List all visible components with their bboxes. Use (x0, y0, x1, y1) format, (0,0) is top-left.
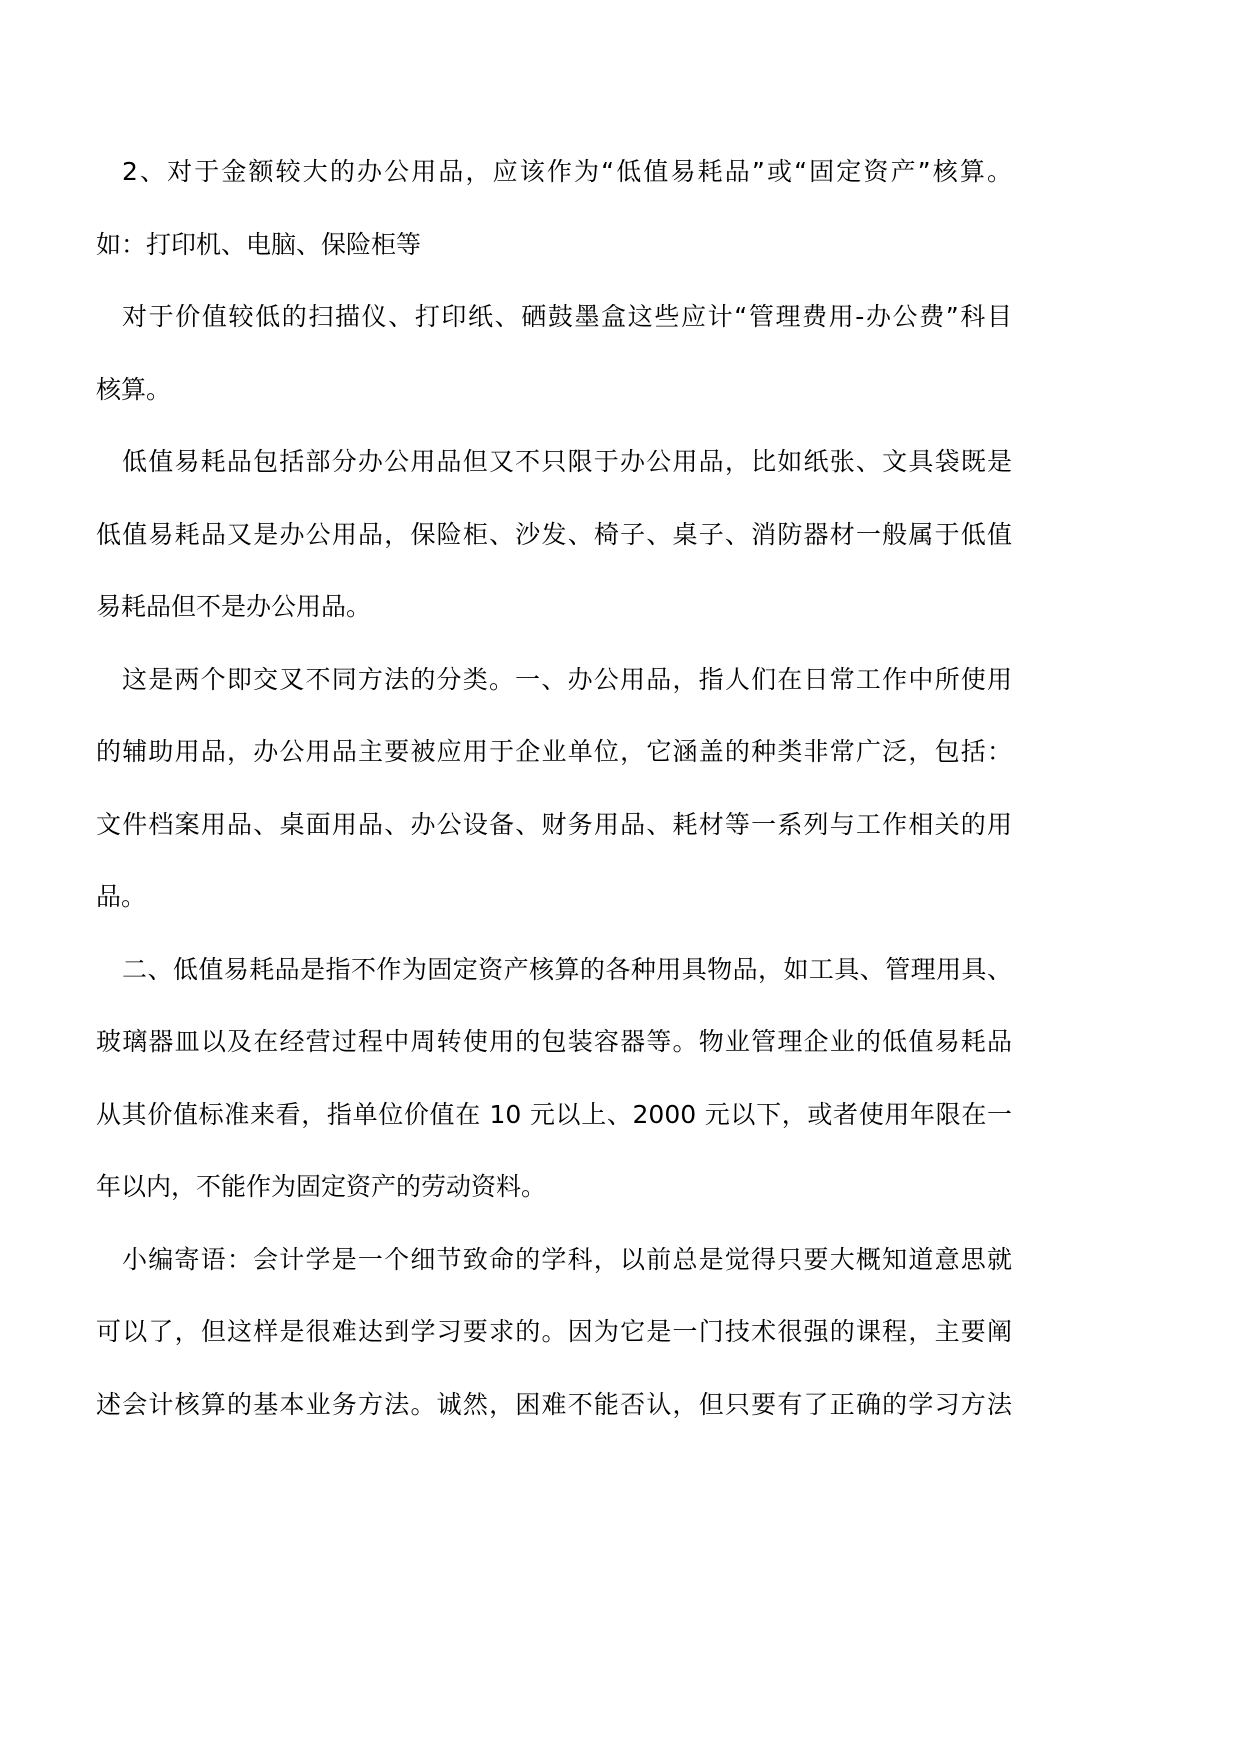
text-line: 述会计核算的基本业务方法。诚然，困难不能否认，但只要有了正确的学习方法 (96, 1389, 1012, 1419)
text-line: 低值易耗品又是办公用品，保险柜、沙发、椅子、桌子、消防器材一般属于低值 (96, 519, 1012, 549)
text-line: 这是两个即交叉不同方法的分类。一、办公用品，指人们在日常工作中所使用 (122, 664, 1012, 694)
text-line: 的辅助用品，办公用品主要被应用于企业单位，它涵盖的种类非常广泛，包括： (96, 737, 1012, 766)
text-line: 年以内，不能作为固定资产的劳动资料。 (96, 1172, 547, 1201)
text-line: 如：打印机、电脑、保险柜等 (96, 229, 422, 259)
paragraph-consumables-definition (96, 934, 1012, 1224)
text-line: 可以了，但这样是很难达到学习要求的。因为它是一门技术很强的课程，主要阐 (96, 1317, 1012, 1346)
text-line: 对于价值较低的扫描仪、打印纸、硒鼓墨盒这些应计“管理费用-办公费”科目 (122, 302, 1012, 331)
text-line: 核算。 (96, 374, 172, 404)
text-line: 小编寄语：会计学是一个细节致命的学科，以前总是觉得只要大概知道意思就 (122, 1244, 1012, 1274)
text-line: 易耗品但不是办公用品。 (96, 592, 372, 621)
text-line: 品。 (96, 882, 147, 911)
text-line: 从其价值标准来看，指单位价值在 10 元以上、2000 元以下，或者使用年限在一 (96, 1099, 1012, 1129)
paragraph-editor-note (96, 1224, 1012, 1442)
paragraph-large-office-supplies (96, 136, 1012, 281)
text-line: 玻璃器皿以及在经营过程中周转使用的包装容器等。物业管理企业的低值易耗品 (96, 1027, 1012, 1056)
document-body (96, 136, 1012, 1441)
text-line: 二、低值易耗品是指不作为固定资产核算的各种用具物品，如工具、管理用具、 (122, 954, 1012, 984)
text-line: 文件档案用品、桌面用品、办公设备、财务用品、耗材等一系列与工作相关的用 (96, 809, 1012, 839)
paragraph-consumables-scope (96, 426, 1012, 644)
paragraph-office-supplies-definition (96, 644, 1012, 934)
text-line: 2、对于金额较大的办公用品，应该作为“低值易耗品”或“固定资产”核算。 (122, 157, 1012, 186)
paragraph-low-value-items (96, 281, 1012, 426)
text-line: 低值易耗品包括部分办公用品但又不只限于办公用品，比如纸张、文具袋既是 (122, 447, 1012, 476)
